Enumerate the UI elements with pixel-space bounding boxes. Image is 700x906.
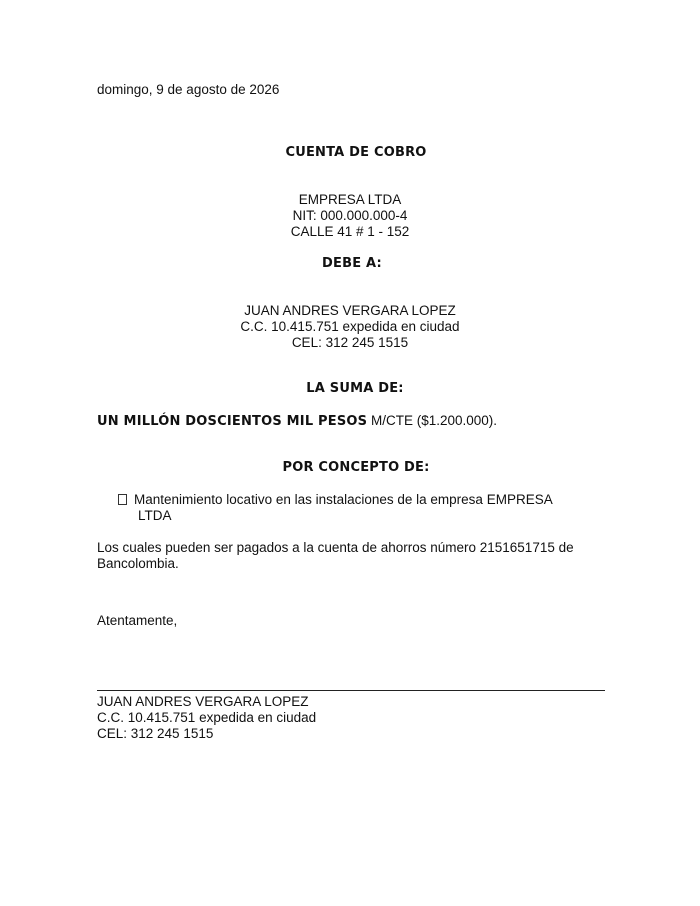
- debe-heading: DEBE A:: [322, 256, 382, 271]
- company-nit: NIT: 000.000.000-4: [292, 208, 408, 223]
- creditor-id: C.C. 10.415.751 expedida en ciudad: [240, 319, 460, 334]
- creditor-name: JUAN ANDRES VERGARA LOPEZ: [244, 303, 456, 318]
- creditor-block: [0, 303, 700, 351]
- document-title: CUENTA DE COBRO: [285, 145, 427, 160]
- signature-name: JUAN ANDRES VERGARA LOPEZ: [97, 694, 309, 709]
- closing-text: Atentamente,: [97, 613, 178, 628]
- amount-words: UN MILLÓN DOSCIENTOS MIL PESOS: [97, 414, 368, 429]
- payment-paragraph: [97, 540, 597, 572]
- signature-block: [97, 694, 316, 742]
- concept-item: [118, 492, 588, 524]
- bullet-square-icon: [118, 494, 127, 505]
- amount-rest: M/CTE ($1.200.000).: [367, 413, 498, 428]
- signature-id: C.C. 10.415.751 expedida en ciudad: [97, 710, 317, 725]
- concepto-heading: POR CONCEPTO DE:: [282, 460, 430, 475]
- concept-line-2: LTDA: [138, 508, 172, 523]
- signature-line: [97, 690, 605, 691]
- signature-phone: CEL: 312 245 1515: [97, 726, 214, 741]
- company-name: EMPRESA LTDA: [298, 192, 402, 207]
- concept-line-1: Mantenimiento locativo en las instalaciones de la empresa EMPRESA: [134, 492, 553, 507]
- payment-line-2: Bancolombia.: [97, 556, 179, 571]
- creditor-phone: CEL: 312 245 1515: [291, 335, 409, 350]
- amount-line: [97, 413, 497, 429]
- document-date: domingo, 9 de agosto de 2026: [97, 82, 280, 97]
- payment-line-1: Los cuales pueden ser pagados a la cuenta de ahorros número 2151651715 de: [97, 540, 574, 555]
- company-address: CALLE 41 # 1 - 152: [290, 224, 410, 239]
- suma-heading: LA SUMA DE:: [306, 381, 404, 396]
- company-block: [0, 192, 700, 240]
